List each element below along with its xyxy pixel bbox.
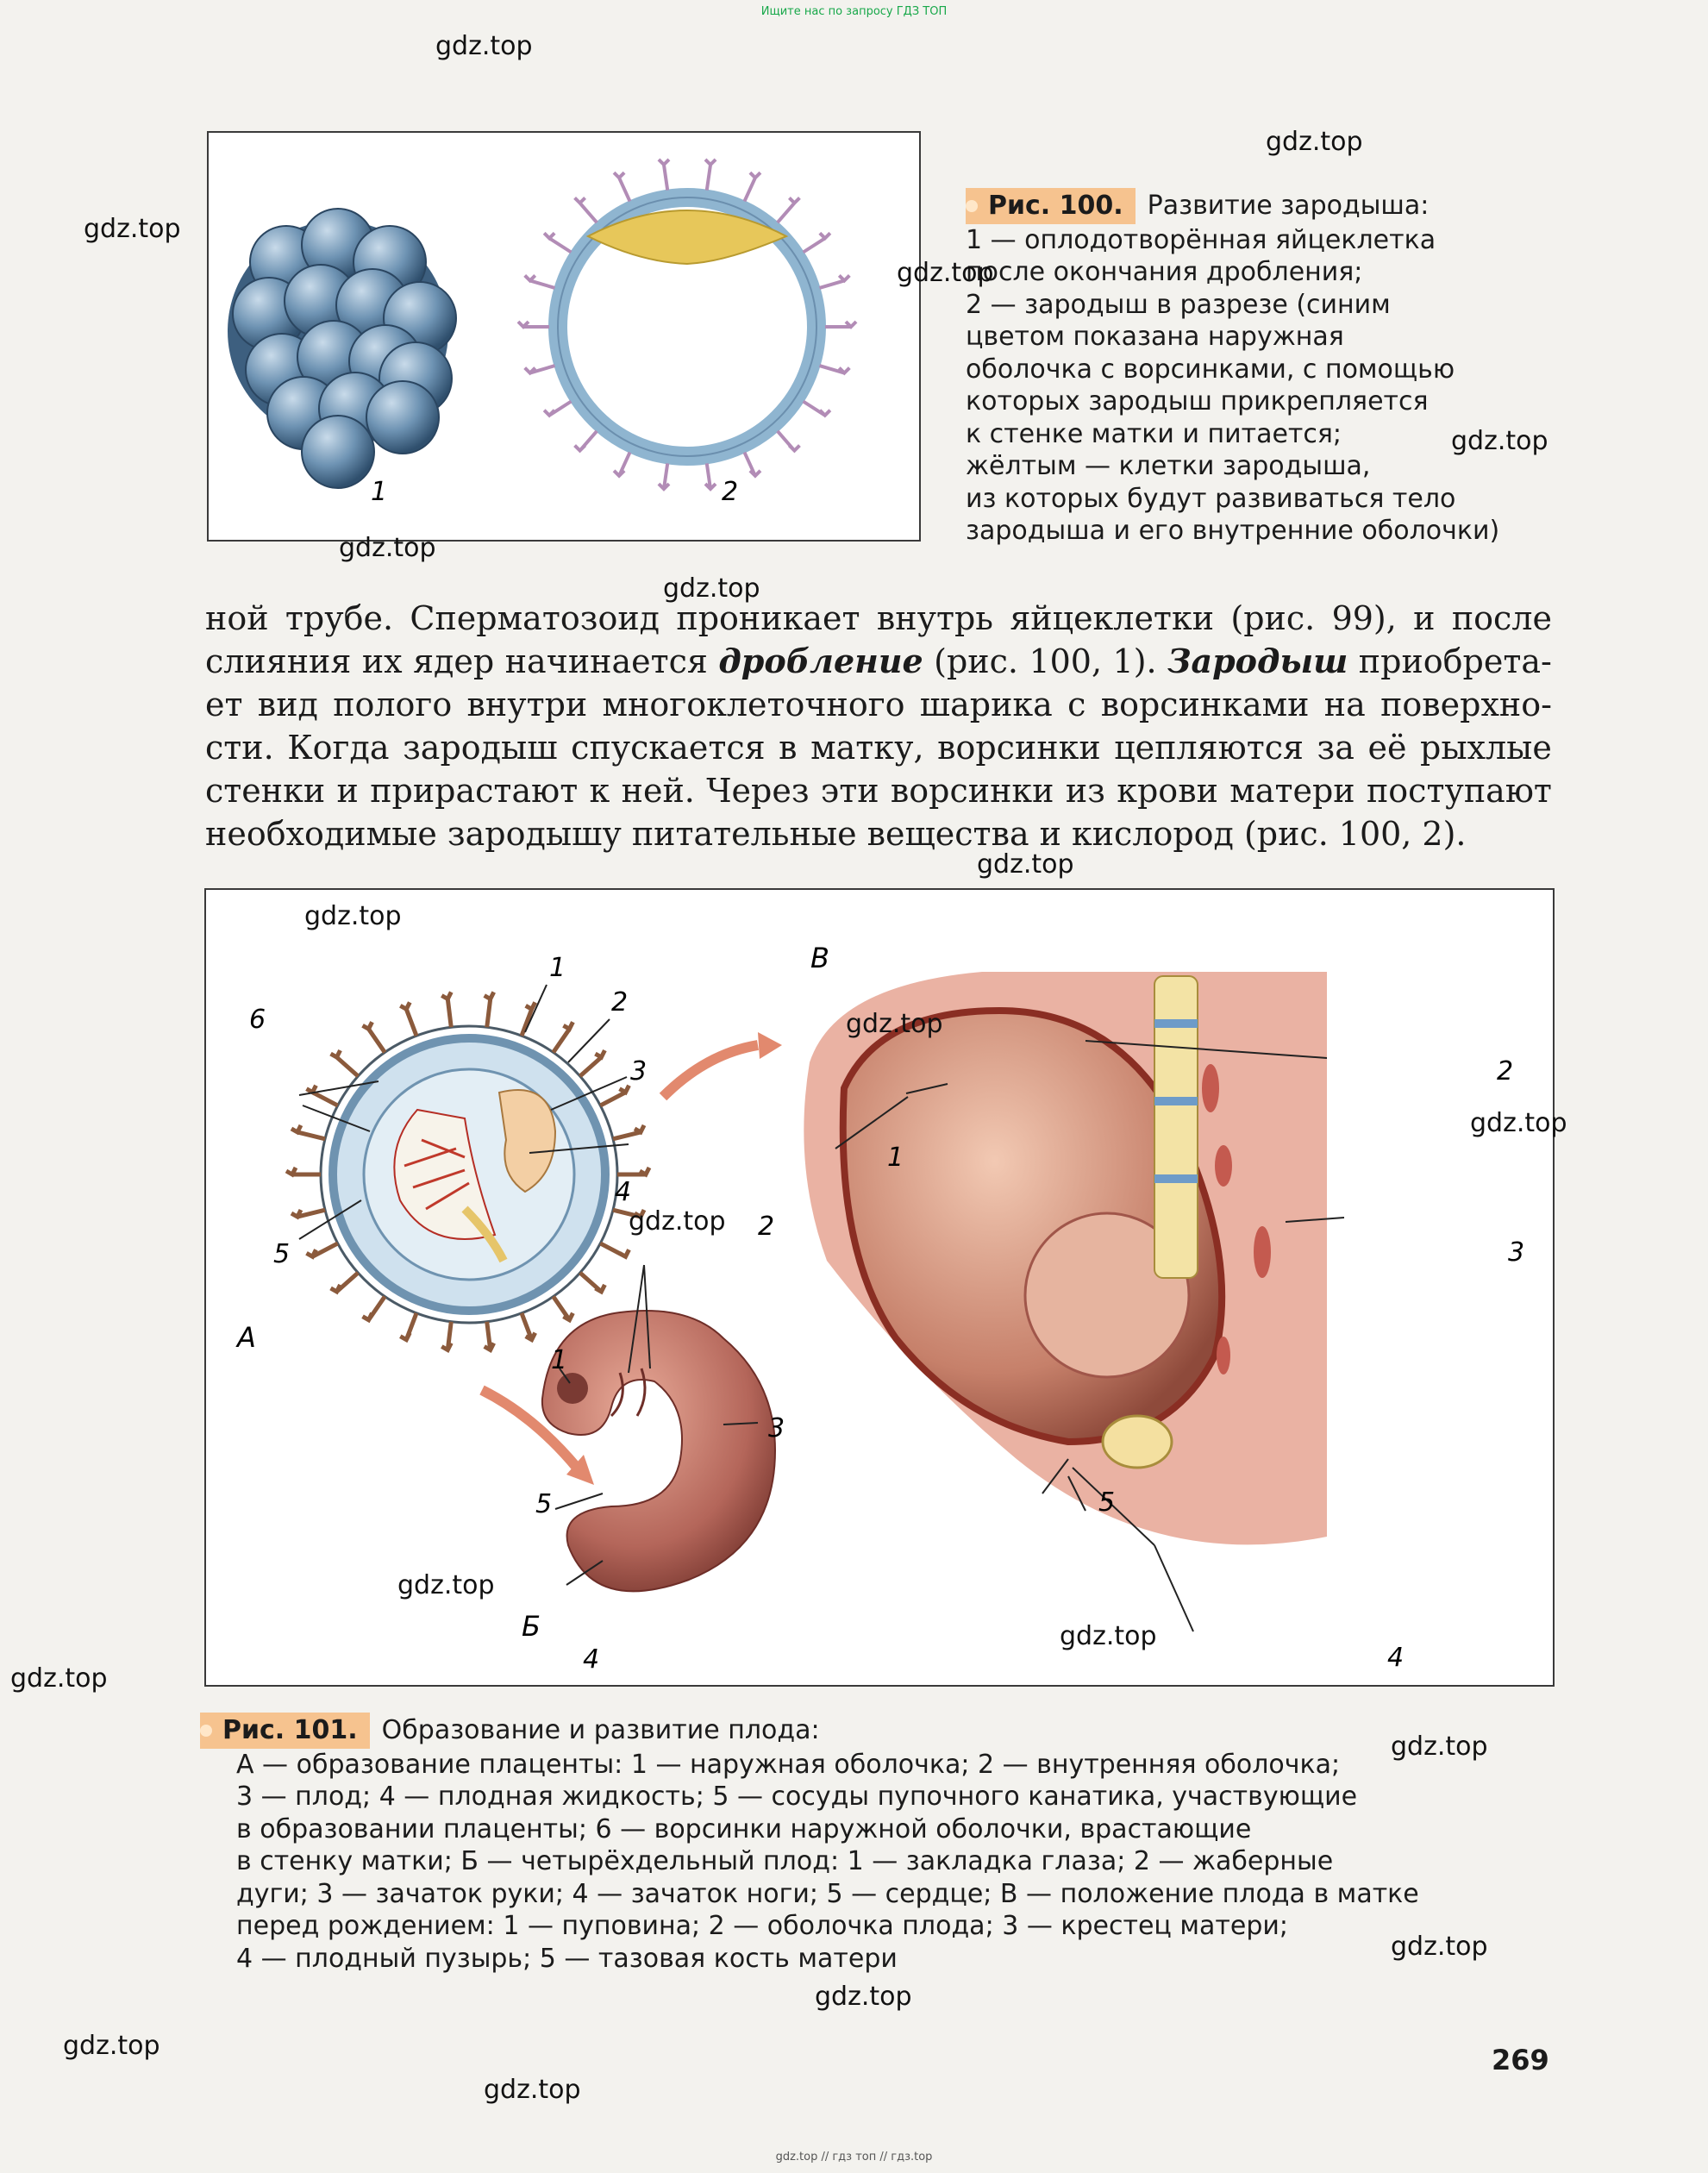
body-word: яйцеклетки [1010, 599, 1215, 637]
watermark: gdz.top [815, 1982, 912, 2012]
figure-100-title: Развитие зародыша: [1147, 191, 1430, 221]
panel-b-label-2: 2 [758, 1212, 775, 1242]
blastocyst [558, 197, 816, 456]
panel-b-label-1: 1 [551, 1345, 568, 1375]
outer-villus [554, 1022, 573, 1052]
outer-villus [363, 1297, 385, 1320]
outer-villus [363, 1022, 385, 1052]
watermark: gdz.top [435, 31, 533, 61]
body-word: (рис. [1230, 599, 1316, 637]
body-word: рыхлые [1420, 729, 1552, 767]
outer-villus [441, 992, 451, 1027]
watermark: gdz.top [397, 1570, 495, 1600]
figure-101-image [204, 888, 1555, 1687]
caption-line: оболочка с ворсинками, с помощью [966, 354, 1455, 385]
panel-c-label-2: 2 [1497, 1056, 1514, 1086]
panel-a-label-3: 3 [630, 1056, 648, 1086]
caption-line: жёлтым — клетки зародыша, [966, 451, 1371, 481]
page-number: 269 [1492, 2044, 1549, 2076]
villus [518, 322, 549, 327]
panel-b-label-5: 5 [535, 1489, 553, 1519]
body-word: ет [205, 686, 243, 723]
watermark: gdz.top [484, 2075, 581, 2105]
villus [804, 402, 830, 416]
panel-a-label-6: 6 [249, 1005, 266, 1035]
outer-villus [485, 992, 494, 1027]
outer-villus [617, 1168, 649, 1174]
body-line [205, 726, 1552, 769]
panel-c-letter: В [810, 942, 829, 974]
caption-line: которых зародыш прикрепляется [966, 386, 1429, 416]
body-word: слияния [205, 642, 352, 680]
villus [820, 366, 850, 373]
body-word: матку, [810, 729, 924, 767]
figure-100-image [207, 131, 921, 542]
watermark: gdz.top [304, 901, 402, 931]
caption-line: цветом показана наружная [966, 322, 1344, 352]
outer-villus [291, 1125, 325, 1139]
body-word: и [336, 772, 359, 810]
villus [575, 431, 597, 451]
body-word: ядер [413, 642, 495, 680]
body-word: Через [706, 772, 810, 810]
watermark: gdz.top [629, 1206, 726, 1237]
body-word: эти [820, 772, 879, 810]
villus [825, 322, 856, 327]
fig100-label-2: 2 [722, 477, 739, 507]
panel-a-label-1: 1 [549, 953, 566, 983]
body-word: её [1367, 729, 1407, 767]
villus [820, 275, 850, 287]
body-word: необходимые [205, 815, 437, 853]
outer-villus [485, 1322, 494, 1350]
body-line [205, 597, 1552, 640]
watermark: gdz.top [63, 2031, 160, 2061]
outer-villus [522, 1002, 535, 1036]
villus [778, 197, 800, 222]
villus [614, 453, 629, 476]
body-word: (рис. [1243, 815, 1329, 853]
villus [659, 463, 669, 489]
outer-villus [400, 1313, 416, 1340]
villus [525, 366, 555, 373]
outer-villus [554, 1297, 573, 1320]
body-word: и [1413, 599, 1436, 637]
outer-villus [600, 1243, 629, 1256]
body-word: полого [333, 686, 453, 723]
body-word: прирастают [370, 772, 579, 810]
morula-cell [302, 416, 374, 488]
top-banner: Ищите нас по запросу ГДЗ ТОП [760, 5, 948, 18]
caption-line: перед рождением: 1 — пуповина; 2 — оболочка плода; 3 — крестец матери; [236, 1911, 1288, 1941]
caption-line: 2 — зародыш в разрезе (синим [966, 289, 1391, 320]
body-word: после [1451, 599, 1552, 637]
caption-line: 1 — оплодотворённая яйцеклетка [966, 224, 1436, 255]
body-word: питательные [631, 815, 857, 853]
body-paragraph [205, 597, 1552, 855]
body-word: ной [205, 599, 269, 637]
watermark: gdz.top [846, 1009, 943, 1039]
body-word: дробление [718, 642, 923, 680]
villus [804, 233, 830, 252]
caption-line: к стенке матки и питается; [966, 418, 1342, 449]
body-line [205, 769, 1552, 812]
body-word: шарика [919, 686, 1053, 723]
outer-villus [291, 1210, 325, 1217]
body-word: 1). [1112, 642, 1157, 680]
watermark: gdz.top [84, 214, 181, 244]
body-word: 2). [1422, 815, 1467, 853]
outer-villus [580, 1050, 605, 1076]
body-word: спускается [571, 729, 766, 767]
outer-villus [441, 1322, 451, 1350]
watermark: gdz.top [1451, 426, 1548, 456]
body-word: проникает [676, 599, 860, 637]
outer-villus [306, 1243, 337, 1256]
panel-a-letter: А [237, 1321, 256, 1354]
body-word: 100, [1338, 815, 1412, 853]
watermark: gdz.top [1391, 1732, 1488, 1762]
figure-101-title: Образование и развитие плода: [381, 1715, 820, 1745]
villus [614, 172, 629, 201]
body-word: Когда [287, 729, 390, 767]
panel-c-label-1: 1 [887, 1143, 904, 1173]
body-word: Зародыш [1167, 642, 1348, 680]
villus [705, 160, 716, 191]
body-word: ворсинками [1100, 686, 1310, 723]
body-word: вид [257, 686, 318, 723]
caption-line: 3 — плод; 4 — плодная жидкость; 5 — сосуды пупочного канатика, участвующие [236, 1782, 1358, 1812]
body-word: внутрь [876, 599, 993, 637]
villus [544, 402, 571, 416]
villus [544, 233, 571, 252]
outer-villus [580, 1273, 605, 1292]
outer-villus [331, 1273, 359, 1292]
villus [778, 431, 800, 451]
villus [659, 160, 669, 191]
body-line [205, 683, 1552, 726]
panel-b-letter: Б [522, 1610, 541, 1643]
caption-line: из которых будут развиваться тело [966, 483, 1456, 514]
watermark: gdz.top [1391, 1932, 1488, 1962]
body-word: ней. [621, 772, 695, 810]
outer-villus [286, 1168, 321, 1174]
body-line [205, 640, 1552, 683]
body-word: их [361, 642, 403, 680]
figure-100-tag: Рис. 100. [966, 188, 1136, 224]
morula-cell [366, 381, 439, 454]
body-line [205, 812, 1552, 855]
panel-b-embryo [542, 1311, 775, 1591]
outer-villus [522, 1313, 535, 1340]
body-word: вещества [867, 815, 1029, 853]
caption-line: в образовании плаценты; 6 — ворсинки наружной оболочки, врастающие [236, 1813, 1252, 1844]
outer-villus [331, 1050, 359, 1076]
body-word: к [589, 772, 610, 810]
watermark: gdz.top [339, 533, 436, 563]
panel-c-fetus-in-uterus [804, 972, 1327, 1544]
caption-line: дуги; 3 — зачаток руки; 4 — зачаток ноги; 5 — сердце; В — положение плода в матке [236, 1878, 1419, 1909]
body-word: цепляются [1114, 729, 1304, 767]
body-word: кислород [1071, 815, 1234, 853]
watermark: gdz.top [663, 573, 760, 604]
watermark: gdz.top [1266, 127, 1363, 157]
body-word: приобрета- [1358, 642, 1552, 680]
body-word: матери [1229, 772, 1355, 810]
villus [525, 275, 555, 287]
watermark: gdz.top [977, 849, 1074, 880]
body-word: крови [1117, 772, 1218, 810]
panel-a-label-2: 2 [611, 987, 629, 1018]
panel-b-label-4: 4 [583, 1644, 600, 1675]
body-word: ворсинки [890, 772, 1054, 810]
villus [575, 197, 597, 222]
panel-c-label-4: 4 [1387, 1643, 1405, 1673]
outer-villus [613, 1125, 644, 1139]
caption-line: 4 — плодный пузырь; 5 — тазовая кость матери [236, 1943, 898, 1974]
caption-line: в стенку матки; Б — четырёхдельный плод: 1 — закладка глаза; 2 — жаберные [236, 1846, 1334, 1876]
body-word: сти. [205, 729, 274, 767]
body-word: на [1323, 686, 1366, 723]
villus [744, 453, 760, 476]
watermark: gdz.top [1470, 1108, 1567, 1138]
body-word: зародышу [447, 815, 622, 853]
caption-line: зародыша и его внутренние оболочки) [966, 516, 1500, 546]
panel-c-label-5: 5 [1098, 1487, 1116, 1518]
body-word: трубе. [285, 599, 394, 637]
body-word: за [1317, 729, 1355, 767]
watermark: gdz.top [1060, 1621, 1157, 1651]
villus [744, 172, 760, 201]
caption-line: А — образование плаценты: 1 — наружная оболочка; 2 — внутренняя оболочка; [236, 1749, 1341, 1780]
body-word: зародыш [403, 729, 558, 767]
panel-a-label-5: 5 [273, 1239, 291, 1269]
body-word: стенки [205, 772, 326, 810]
body-word: многоклеточного [602, 686, 905, 723]
outer-villus [400, 1002, 416, 1036]
body-word: поступают [1366, 772, 1552, 810]
body-word: поверхно- [1380, 686, 1552, 723]
panel-a-placenta [321, 1026, 617, 1323]
bottom-banner: gdz.top // гдз топ // гдз.top [775, 2151, 933, 2164]
panel-b-label-3: 3 [768, 1413, 785, 1443]
panel-c-label-3: 3 [1508, 1237, 1525, 1268]
body-word: ворсинки [937, 729, 1101, 767]
body-word: (рис. [934, 642, 1018, 680]
villus [705, 463, 716, 489]
figure-100-illustration [209, 133, 919, 540]
panel-a-label-4: 4 [615, 1177, 632, 1207]
body-word: Сперматозоид [410, 599, 660, 637]
watermark: gdz.top [897, 258, 994, 288]
body-word: из [1065, 772, 1105, 810]
body-word: в [779, 729, 798, 767]
watermark: gdz.top [10, 1663, 108, 1694]
fig100-label-1: 1 [371, 477, 388, 507]
body-word: и [1039, 815, 1061, 853]
figure-101-caption [200, 1713, 1545, 1975]
body-word: начинается [504, 642, 708, 680]
caption-line: после окончания дробления; [966, 257, 1363, 287]
figure-101-tag: Рис. 101. [200, 1713, 370, 1749]
body-word: с [1067, 686, 1086, 723]
body-word: 99), [1331, 599, 1397, 637]
body-word: внутри [466, 686, 588, 723]
outer-villus [600, 1086, 629, 1105]
body-word: 100, [1029, 642, 1103, 680]
figure-100-caption [966, 188, 1561, 548]
